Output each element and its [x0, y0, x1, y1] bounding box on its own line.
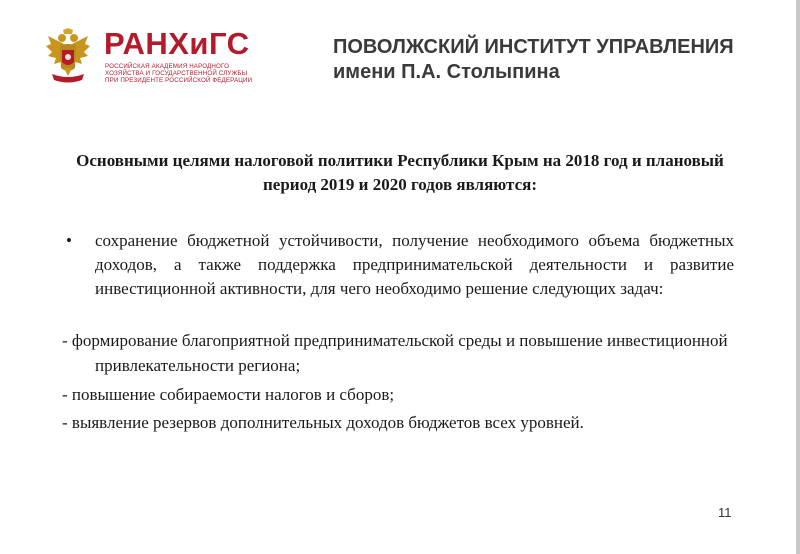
- academy-logo-name: РАНХиГС: [104, 26, 250, 61]
- eagle-emblem-icon: [44, 28, 92, 86]
- task-item: - формирование благоприятной предпринимательской среды и повышение инвестиционной привлекательности региона;: [62, 331, 728, 375]
- right-edge-bar: [796, 0, 800, 554]
- slide-heading: Основными целями налоговой политики Республики Крым на 2018 год и плановый период 2019 и 2020 годов являются:: [76, 151, 724, 194]
- slide-header: [0, 0, 796, 110]
- academy-logo-subtitle: РОССИЙСКАЯ АКАДЕМИЯ НАРОДНОГО ХОЗЯЙСТВА И ГОСУДАРСТВЕННОЙ СЛУЖБЫ ПРИ ПРЕЗИДЕНТЕ РОССИЙСКОЙ ФЕДЕРАЦИИ: [105, 63, 253, 84]
- task-item: - повышение собираемости налогов и сборов;: [62, 385, 395, 404]
- bullet-text: сохранение бюджетной устойчивости, получение необходимого объема бюджетных доходов, а также поддержка предпринимательской деятельности и развитие инвестиционной активности, для чего необходимо решение следующих задач:: [95, 231, 734, 298]
- institute-title: ПОВОЛЖСКИЙ ИНСТИТУТ УПРАВЛЕНИЯ: [333, 36, 734, 58]
- task-item: - выявление резервов дополнительных доходов бюджетов всех уровней.: [62, 413, 584, 432]
- page-number: 11: [718, 505, 732, 520]
- bullet-marker: •: [66, 231, 72, 250]
- institute-subtitle: имени П.А. Столыпина: [333, 61, 560, 83]
